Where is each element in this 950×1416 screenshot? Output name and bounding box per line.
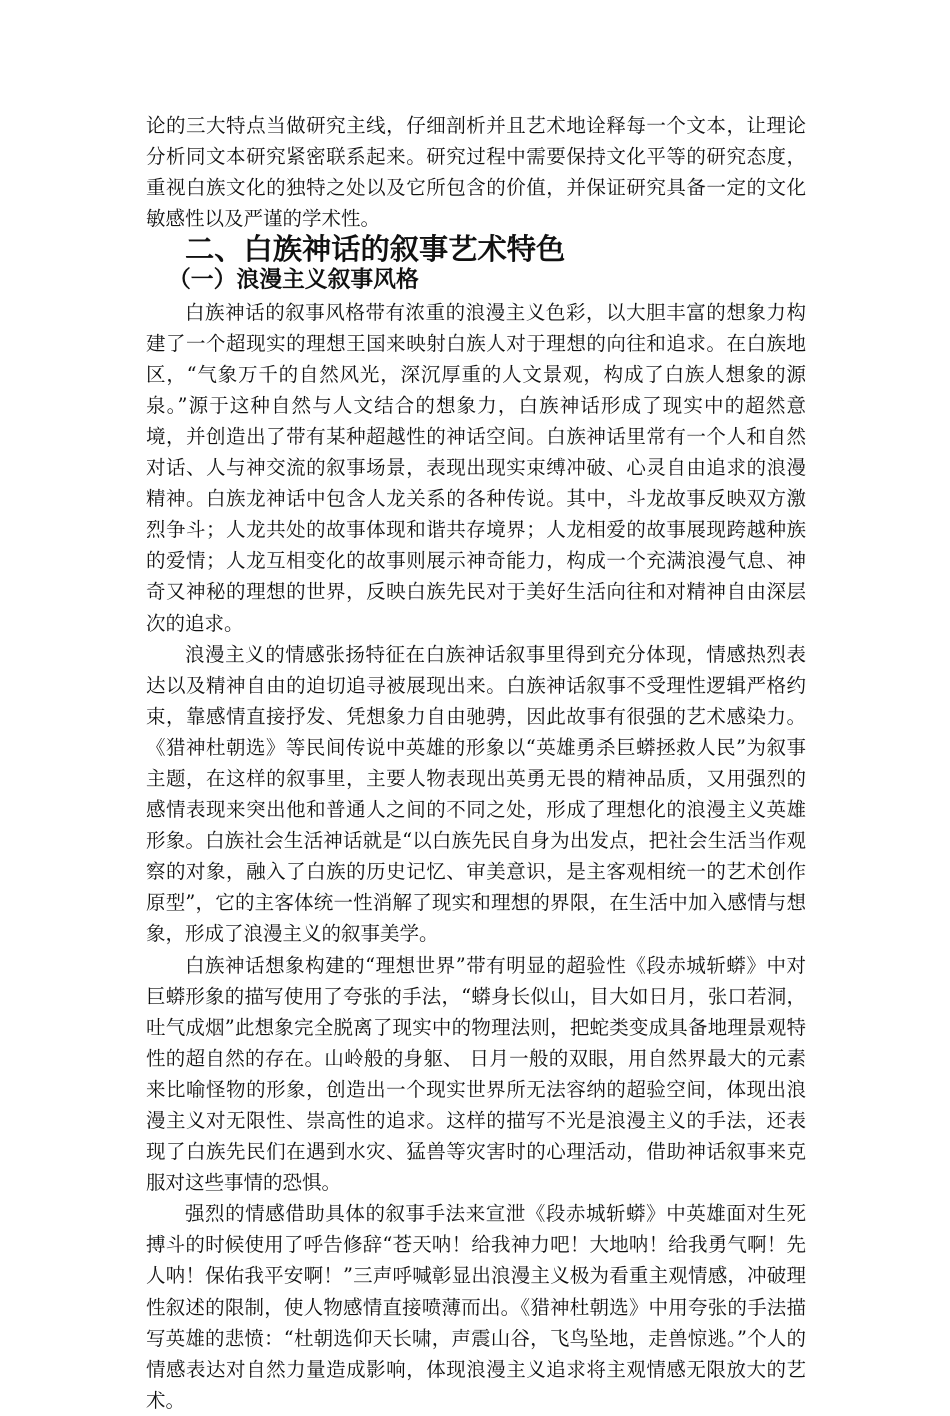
body-paragraph-2: 浪漫主义的情感张扬特征在白族神话叙事里得到充分体现，情感热烈表达以及精神自由的迫切追寻被展现出来。白族神话叙事不受理性逻辑严格约束，靠感情直接抒发、凭想象力自由驰骋，因此故事有很强的艺术感染力。《猎神杜朝选》等民间传说中英雄的形象以“英雄勇杀巨蟒拯救人民”为叙事主题，在这样的叙事里，主要人物表现出英勇无畏的精神品质，又用强烈的感情表现来突出他和普通人之间的不同之处，形成了理想化的浪漫主义英雄形象。白族社会生活神话就是“以白族先民自身为出发点，把社会生活当作观察的对象，融入了白族的历史记忆、审美意识，是主客观相统一的艺术创作原型”，它的主客体统一性消解了现实和理想的界限，在生活中加入感情与想象，形成了浪漫主义的叙事美学。 <box>146 642 806 946</box>
body-paragraph-3: 白族神话想象构建的“理想世界”带有明显的超验性《段赤城斩蟒》中对巨蟒形象的描写使用了夸张的手法，“蟒身长似山，目大如日月，张口若洞，吐气成烟”此想象完全脱离了现实中的物理法则，把蛇类变成具备地理景观特性的超自然的存在。山岭般的身躯、 日月一般的双眼，用自然界最大的元素来比喻怪物的形象，创造出一个现实世界所无法容纳的超验空间，体现出浪漫主义对无限性、崇高性的追求。这样的描写不光是浪漫主义的手法，还表现了白族先民们在遇到水灾、猛兽等灾害时的心理活动，借助神话叙事来克服对这些事情的恐惧。 <box>146 953 806 1195</box>
continued-paragraph: 论的三大特点当做研究主线，仔细剖析并且艺术地诠释每一个文本，让理论分析同文本研究紧密联系起来。研究过程中需要保持文化平等的研究态度，重视白族文化的独特之处以及它所包含的价值，并保证研究具备一定的文化敏感性以及严谨的学术性。 <box>146 114 806 231</box>
document-page <box>146 110 806 1416</box>
body-paragraph-4: 强烈的情感借助具体的叙事手法来宣泄《段赤城斩蟒》中英雄面对生死搏斗的时候使用了呼告修辞“苍天呐！给我神力吧！大地呐！给我勇气啊！先人呐！保佑我平安啊！”三声呼喊彰显出浪漫主义极为看重主观情感，冲破理性叙述的限制，使人物感情直接喷薄而出。《猎神杜朝选》中用夸张的手法描写英雄的悲愤：“杜朝选仰天长啸，声震山谷，飞鸟坠地，走兽惊逃。”个人的情感表达对自然力量造成影响，体现浪漫主义追求将主观情感无限放大的艺术。 <box>146 1202 806 1412</box>
body-paragraph-1: 白族神话的叙事风格带有浓重的浪漫主义色彩，以大胆丰富的想象力构建了一个超现实的理想王国来映射白族人对于理想的向往和追求。在白族地区，“气象万千的自然风光，深沉厚重的人文景观，构成了白族人想象的源泉。”源于这种自然与人文结合的想象力，白族神话形成了现实中的超然意境，并创造出了带有某种超越性的神话空间。白族神话里常有一个人和自然对话、人与神交流的叙事场景，表现出现实束缚冲破、心灵自由追求的浪漫精神。白族龙神话中包含人龙关系的各种传说。其中，斗龙故事反映双方激烈争斗；人龙共处的故事体现和谐共存境界；人龙相爱的故事展现跨越种族的爱情；人龙互相变化的故事则展示神奇能力，构成一个充满浪漫气息、神奇又神秘的理想的世界，反映白族先民对于美好生活向往和对精神自由深层次的追求。 <box>146 300 806 635</box>
section-heading: 二、白族神话的叙事艺术特色 <box>185 232 566 267</box>
subsection-heading: （一）浪漫主义叙事风格 <box>168 267 419 294</box>
